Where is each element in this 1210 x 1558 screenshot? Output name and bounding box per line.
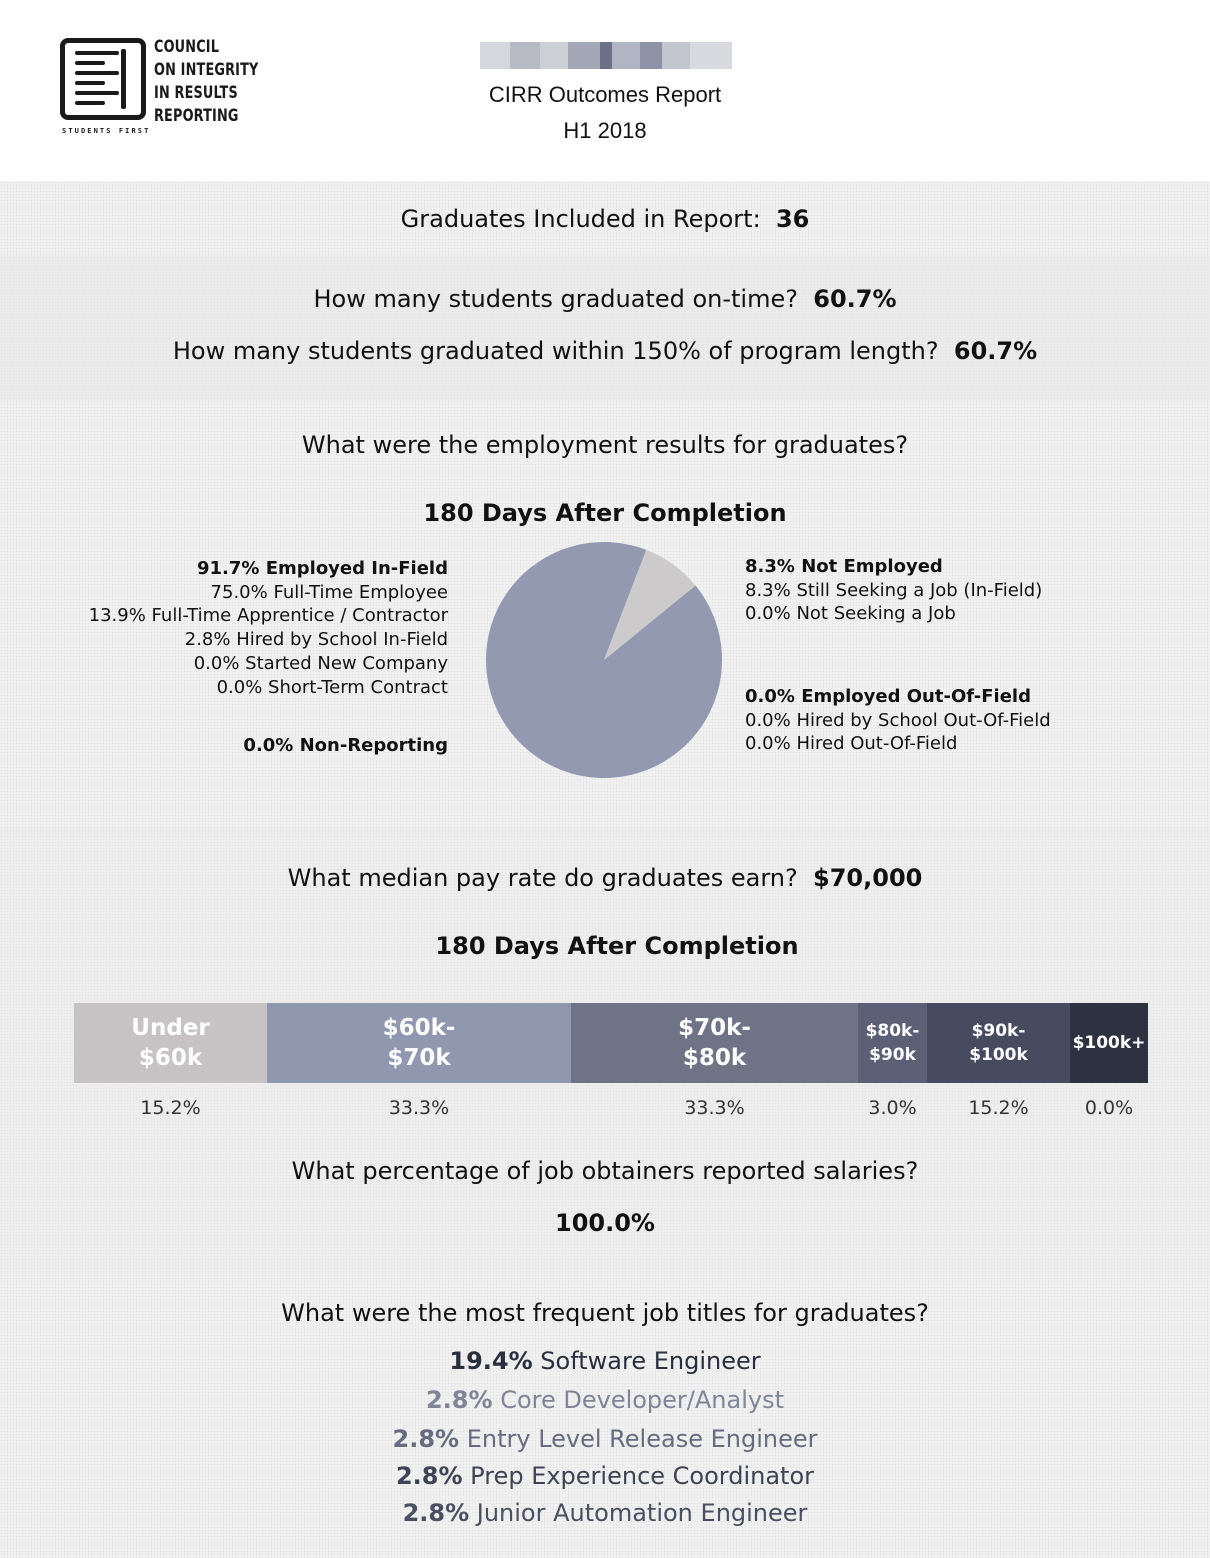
salary-seg-percent: 33.3%: [388, 1097, 450, 1119]
graduates-section: [0, 181, 1210, 256]
salary-seg-label: $80k- $90k: [865, 1021, 920, 1065]
median-pay: What median pay rate do graduates earn? $70,000: [287, 864, 923, 892]
salary-seg-90k-100k: [927, 1003, 1070, 1083]
salary-seg-label: $100k+: [1072, 1033, 1146, 1053]
salary-reported-question: What percentage of job obtainers reported salaries?: [291, 1157, 919, 1185]
job-title-item: 19.4% Software Engineer: [449, 1347, 761, 1375]
redacted-school-name: [480, 42, 732, 69]
employment-question: What were the employment results for graduates?: [301, 431, 909, 459]
salary-seg-percent: 15.2%: [140, 1097, 201, 1119]
salary-seg-80k-90k: [858, 1003, 927, 1083]
logo-wordmark: COUNCIL ON INTEGRITY IN RESULTS REPORTING: [154, 37, 259, 126]
salary-seg-label: Under $60k: [131, 1015, 210, 1071]
salary-seg-60k-70k: [267, 1003, 571, 1083]
salary-seg-under-60k: [74, 1003, 267, 1083]
salary-seg-percent: 3.0%: [868, 1097, 917, 1119]
legend-not-employed: 8.3% Not Employed 8.3% Still Seeking a Job (In-Field) 0.0% Not Seeking a Job: [745, 556, 1043, 625]
report-period: H1 2018: [563, 118, 647, 143]
legend-employed-in-field: 91.7% Employed In-Field 75.0% Full-Time Employee 13.9% Full-Time Apprentice / Contractor 2.8% Hired by School In-Field 0.0% Started New Company 0.0% Short-Term Contract: [88, 558, 448, 698]
employment-pie-chart: [485, 541, 723, 779]
logo-tagline: STUDENTS FIRST: [62, 127, 151, 135]
employment-chart-heading: 180 Days After Completion: [423, 499, 787, 527]
salary-seg-label: $70k- $80k: [678, 1015, 751, 1071]
legend-non-reporting: 0.0% Non-Reporting: [243, 735, 448, 756]
job-titles-section: [0, 1274, 1210, 1558]
report-header: [0, 0, 1210, 181]
salary-seg-label: $60k- $70k: [382, 1015, 456, 1071]
salary-chart-heading: 180 Days After Completion: [435, 932, 799, 960]
graduates-count: Graduates Included in Report: 36: [400, 205, 810, 233]
salary-seg-percent: 15.2%: [968, 1097, 1029, 1119]
salary-seg-percent: 33.3%: [684, 1097, 745, 1119]
salary-seg-70k-80k: [571, 1003, 858, 1083]
salary-seg-label: $90k- $100k: [969, 1021, 1028, 1065]
on-time-rate: How many students graduated on-time? 60.7%: [313, 285, 897, 313]
cirr-logo-icon: [60, 38, 146, 120]
job-title-item: 2.8% Entry Level Release Engineer: [392, 1425, 818, 1453]
salary-seg-100k-plus: [1070, 1003, 1148, 1083]
legend-employed-out-of-field: 0.0% Employed Out-Of-Field 0.0% Hired by School Out-Of-Field 0.0% Hired Out-Of-Field: [745, 686, 1051, 755]
job-titles-question: What were the most frequent job titles for graduates?: [281, 1299, 929, 1327]
within-150-rate: How many students graduated within 150% of program length? 60.7%: [172, 337, 1038, 365]
job-title-item: 2.8% Junior Automation Engineer: [402, 1499, 808, 1527]
salary-reported-value: 100.0%: [555, 1209, 655, 1237]
salary-seg-percent: 0.0%: [1084, 1097, 1134, 1119]
completion-section: [0, 256, 1210, 400]
job-title-item: 2.8% Core Developer/Analyst: [425, 1386, 785, 1414]
employment-section: [0, 400, 1210, 826]
report-title: CIRR Outcomes Report: [488, 82, 722, 107]
job-title-item: 2.8% Prep Experience Coordinator: [395, 1462, 815, 1490]
